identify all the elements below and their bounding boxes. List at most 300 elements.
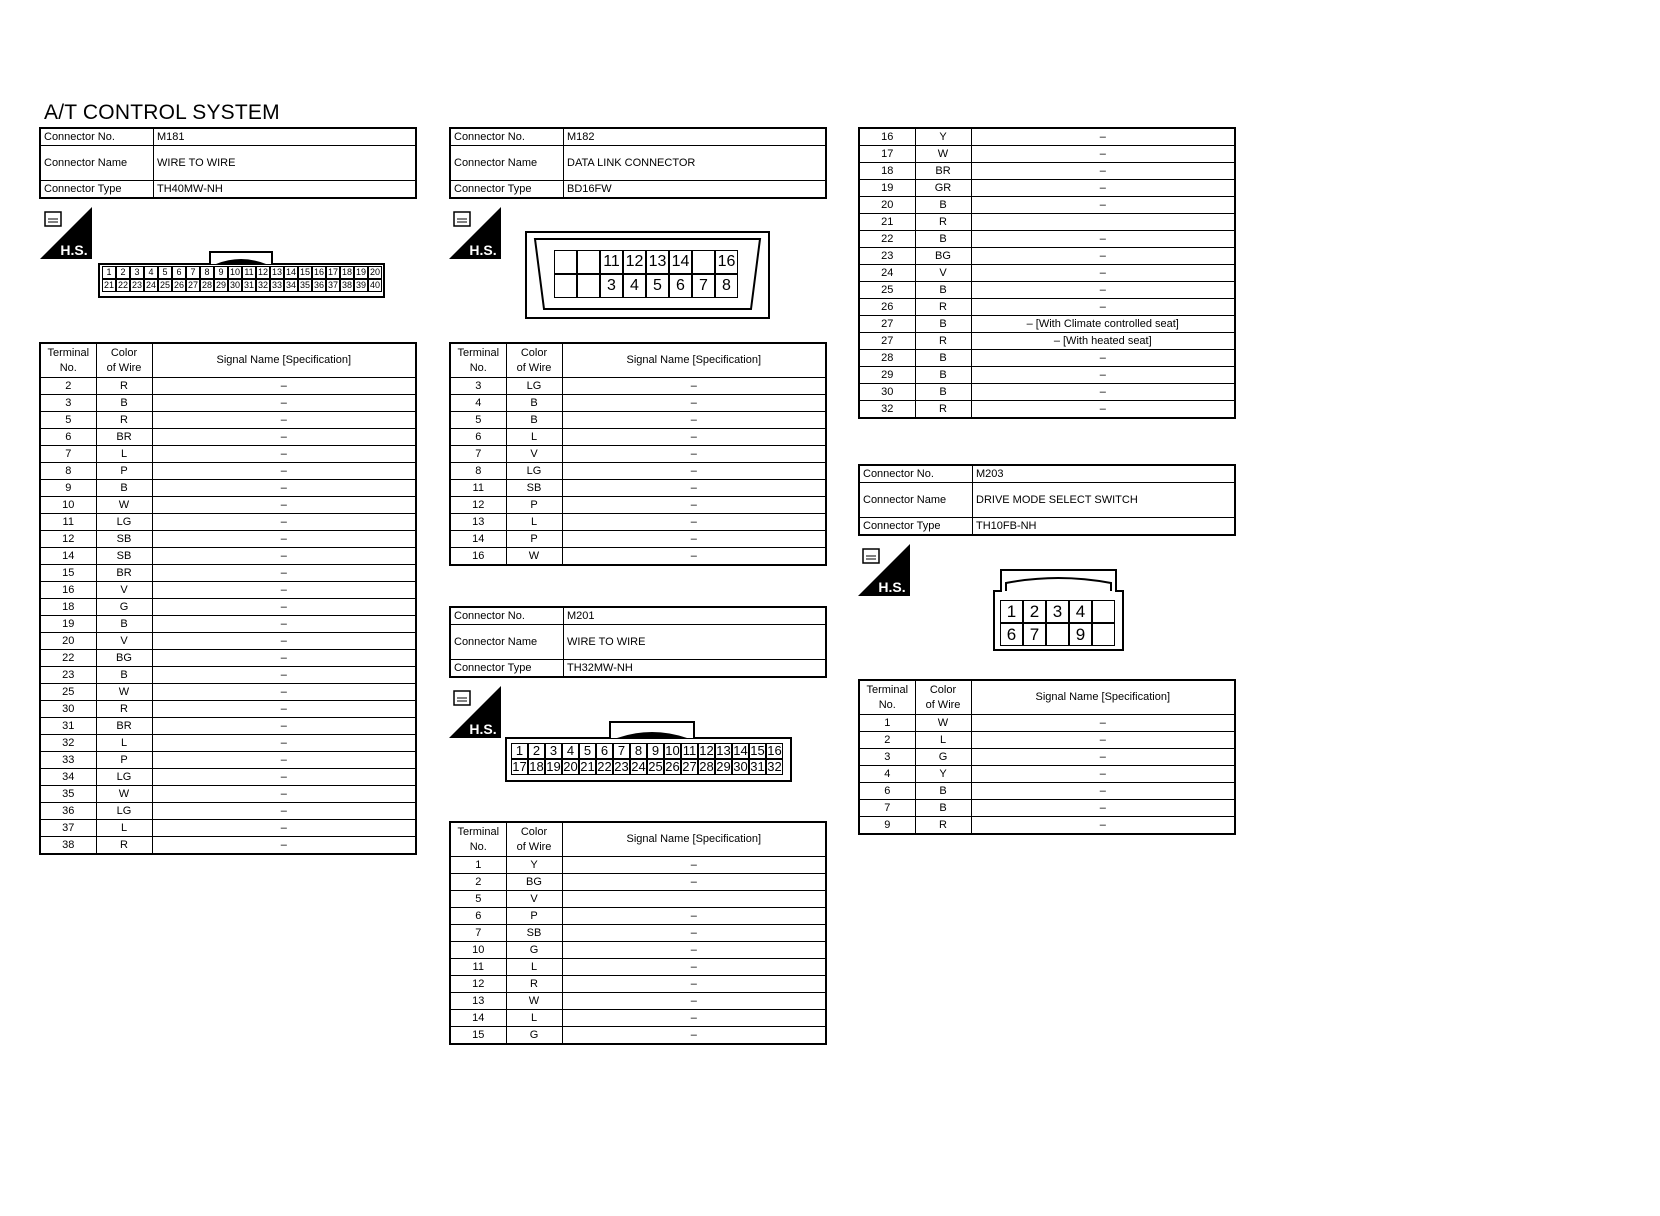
terminal-table-m182 — [449, 342, 827, 566]
table-row — [859, 350, 1235, 367]
wire-color-cell: BR — [96, 429, 152, 446]
table-row — [859, 783, 1235, 800]
connector-pin: 26 — [173, 280, 184, 290]
terminal-no-cell: 34 — [40, 769, 96, 786]
connector-pin: 14 — [285, 267, 296, 277]
col-signal-name: Signal Name [Specification] — [971, 680, 1235, 715]
signal-name-cell: – — [152, 446, 416, 463]
wire-color-cell: L — [506, 514, 562, 531]
table-row — [450, 548, 826, 566]
signal-name-cell: – — [152, 429, 416, 446]
wire-color-cell: W — [506, 993, 562, 1010]
hs-icon — [449, 207, 501, 259]
table-row — [40, 616, 416, 633]
terminal-no-cell: 31 — [40, 718, 96, 735]
table-row — [859, 146, 1235, 163]
terminal-no-cell: 21 — [859, 214, 915, 231]
signal-name-cell: – — [971, 265, 1235, 282]
signal-name-cell: – — [562, 463, 826, 480]
signal-name-cell: – — [152, 463, 416, 480]
table-row — [859, 128, 1235, 146]
terminal-no-cell: 16 — [859, 128, 915, 146]
connector-pin: 10 — [229, 267, 240, 277]
connector-info-m201 — [449, 606, 827, 678]
table-row — [450, 874, 826, 891]
wire-color-cell: W — [96, 684, 152, 701]
signal-name-cell: – — [152, 718, 416, 735]
col-color-of-wire: Color of Wire — [506, 343, 562, 378]
table-row — [450, 993, 826, 1010]
terminal-no-cell: 20 — [859, 197, 915, 214]
signal-name-cell: – — [562, 993, 826, 1010]
table-row — [40, 684, 416, 701]
connector-pin — [692, 250, 715, 274]
wire-color-cell: B — [915, 316, 971, 333]
wire-color-cell: G — [506, 942, 562, 959]
col-terminal-no: Terminal No. — [40, 343, 96, 378]
connector-type-value: TH10FB-NH — [973, 518, 1236, 536]
connector-pin: 9 — [214, 266, 228, 279]
connector-pin: 28 — [201, 280, 212, 290]
table-row — [859, 248, 1235, 265]
hs-icon — [40, 207, 92, 259]
wire-color-cell: P — [506, 531, 562, 548]
connector-name-value: DATA LINK CONNECTOR — [564, 146, 827, 181]
connector-pin: 25 — [159, 280, 170, 290]
signal-name-cell: – — [971, 367, 1235, 384]
signal-name-cell: – — [971, 384, 1235, 401]
table-row — [40, 548, 416, 565]
label-connector-type: Connector Type — [859, 518, 973, 536]
table-row — [40, 480, 416, 497]
label-connector-no: Connector No. — [859, 465, 973, 483]
wire-color-cell: W — [915, 715, 971, 732]
connector-pin: 12 — [623, 250, 646, 274]
label-connector-type: Connector Type — [40, 181, 154, 199]
connector-pin: 3 — [130, 266, 144, 279]
signal-name-cell: – — [562, 942, 826, 959]
table-row — [40, 803, 416, 820]
signal-name-cell: – — [152, 786, 416, 803]
pin-grid-m201 — [511, 743, 783, 775]
connector-pin: 11 — [242, 266, 256, 279]
terminal-no-cell: 23 — [859, 248, 915, 265]
signal-name-cell: – — [562, 1010, 826, 1027]
signal-name-cell: – — [971, 749, 1235, 766]
label-connector-no: Connector No. — [40, 128, 154, 146]
terminal-no-cell: 13 — [450, 993, 506, 1010]
terminal-no-cell: 9 — [859, 817, 915, 835]
wire-color-cell: GR — [915, 180, 971, 197]
signal-name-cell: – — [971, 282, 1235, 299]
connector-pin: 37 — [327, 280, 338, 290]
signal-name-cell: – [With Climate controlled seat] — [971, 316, 1235, 333]
table-row — [40, 497, 416, 514]
terminal-no-cell: 10 — [450, 942, 506, 959]
signal-name-cell: – — [152, 412, 416, 429]
terminal-no-cell: 4 — [450, 395, 506, 412]
terminal-no-cell: 5 — [450, 891, 506, 908]
table-row — [40, 820, 416, 837]
connector-pin: 27 — [187, 280, 198, 290]
signal-name-cell: – — [562, 497, 826, 514]
table-row — [859, 800, 1235, 817]
wire-color-cell: B — [915, 783, 971, 800]
terminal-table-m201-continued — [858, 127, 1236, 419]
table-row — [450, 497, 826, 514]
connector-pin: 3 — [600, 274, 623, 298]
wire-color-cell: LG — [506, 378, 562, 395]
table-row — [450, 857, 826, 874]
table-row — [450, 514, 826, 531]
signal-name-cell: – — [562, 874, 826, 891]
terminal-no-cell: 4 — [859, 766, 915, 783]
connector-info-m203 — [858, 464, 1236, 536]
connector-pin: 16 — [313, 267, 324, 277]
wire-color-cell: L — [506, 1010, 562, 1027]
col-color-of-wire: Color of Wire — [506, 822, 562, 857]
table-row — [450, 463, 826, 480]
col-color-of-wire: Color of Wire — [96, 343, 152, 378]
wire-color-cell: V — [506, 446, 562, 463]
signal-name-cell: – — [971, 817, 1235, 835]
connector-name-value: WIRE TO WIRE — [564, 625, 827, 660]
connector-pin: 6 — [172, 266, 186, 279]
table-row — [450, 480, 826, 497]
connector-pin: 3 — [1046, 600, 1069, 623]
wire-color-cell: P — [96, 463, 152, 480]
wire-color-cell: R — [96, 412, 152, 429]
terminal-no-cell: 12 — [40, 531, 96, 548]
hs-label: H.S. — [469, 242, 497, 258]
table-row — [450, 531, 826, 548]
table-row — [40, 599, 416, 616]
terminal-no-cell: 10 — [40, 497, 96, 514]
hs-label: H.S. — [469, 721, 497, 737]
terminal-no-cell: 32 — [40, 735, 96, 752]
table-row — [450, 942, 826, 959]
terminal-no-cell: 12 — [450, 497, 506, 514]
signal-name-cell: – — [152, 378, 416, 395]
signal-name-cell: – — [971, 299, 1235, 316]
connector-pin: 5 — [158, 266, 172, 279]
signal-name-cell: – — [971, 766, 1235, 783]
table-row — [450, 925, 826, 942]
wire-color-cell: V — [96, 582, 152, 599]
signal-name-cell: – — [152, 667, 416, 684]
wire-color-cell: R — [915, 214, 971, 231]
wire-color-cell: B — [506, 412, 562, 429]
wire-color-cell: G — [96, 599, 152, 616]
terminal-no-cell: 3 — [450, 378, 506, 395]
terminal-no-cell: 30 — [859, 384, 915, 401]
connector-pin: 29 — [215, 280, 226, 290]
table-row — [859, 749, 1235, 766]
connector-pin: 30 — [733, 759, 748, 774]
table-row — [450, 891, 826, 908]
signal-name-cell: – — [152, 837, 416, 855]
connector-pin: 1 — [102, 266, 116, 279]
signal-name-cell: – — [562, 480, 826, 497]
connector-pin: 21 — [580, 759, 595, 774]
connector-pin: 22 — [597, 759, 612, 774]
table-row — [40, 769, 416, 786]
connector-pin: 28 — [699, 759, 714, 774]
terminal-no-cell: 3 — [40, 395, 96, 412]
label-connector-name: Connector Name — [40, 146, 154, 181]
wire-color-cell: SB — [96, 531, 152, 548]
connector-pin: 14 — [669, 250, 692, 274]
table-row — [859, 299, 1235, 316]
table-row — [450, 378, 826, 395]
table-row — [450, 395, 826, 412]
signal-name-cell: – — [971, 146, 1235, 163]
connector-pin: 16 — [767, 743, 782, 758]
connector-pin: 1 — [1000, 600, 1023, 623]
table-row — [40, 667, 416, 684]
hs-icon — [858, 544, 910, 596]
signal-name-cell: – — [971, 197, 1235, 214]
terminal-no-cell: 15 — [40, 565, 96, 582]
connector-pin: 8 — [715, 274, 738, 298]
terminal-no-cell: 3 — [859, 749, 915, 766]
terminal-no-cell: 6 — [450, 908, 506, 925]
page-title: A/T CONTROL SYSTEM — [44, 101, 280, 124]
table-row — [859, 197, 1235, 214]
terminal-no-cell: 17 — [859, 146, 915, 163]
wire-color-cell: B — [96, 616, 152, 633]
wire-color-cell: R — [915, 333, 971, 350]
signal-name-cell: – — [562, 959, 826, 976]
wire-color-cell: B — [915, 800, 971, 817]
table-row — [859, 766, 1235, 783]
table-row — [859, 163, 1235, 180]
wire-color-cell: B — [915, 231, 971, 248]
terminal-no-cell: 12 — [450, 976, 506, 993]
terminal-no-cell: 25 — [40, 684, 96, 701]
connector-pin: 36 — [313, 280, 324, 290]
table-row — [40, 378, 416, 395]
signal-name-cell: – — [971, 732, 1235, 749]
connector-pin: 17 — [512, 759, 527, 774]
wire-color-cell: Y — [915, 766, 971, 783]
connector-pin: 4 — [623, 274, 646, 298]
wire-color-cell: LG — [506, 463, 562, 480]
terminal-no-cell: 7 — [859, 800, 915, 817]
signal-name-cell: – — [971, 715, 1235, 732]
connector-pin: 10 — [665, 743, 680, 758]
signal-name-cell: – — [152, 633, 416, 650]
label-connector-type: Connector Type — [450, 181, 564, 199]
terminal-no-cell: 25 — [859, 282, 915, 299]
connector-pin: 2 — [528, 743, 545, 759]
table-row — [859, 214, 1235, 231]
terminal-no-cell: 8 — [450, 463, 506, 480]
wire-color-cell: B — [96, 395, 152, 412]
table-row — [450, 976, 826, 993]
signal-name-cell: – — [152, 514, 416, 531]
terminal-no-cell: 36 — [40, 803, 96, 820]
terminal-no-cell: 9 — [40, 480, 96, 497]
connector-pin: 12 — [699, 743, 714, 758]
signal-name-cell: – — [562, 446, 826, 463]
terminal-no-cell: 2 — [450, 874, 506, 891]
wire-color-cell: LG — [96, 769, 152, 786]
connector-pin — [554, 250, 577, 274]
wire-color-cell: P — [96, 752, 152, 769]
wire-color-cell: P — [506, 908, 562, 925]
terminal-no-cell: 27 — [859, 316, 915, 333]
terminal-no-cell: 28 — [859, 350, 915, 367]
terminal-no-cell: 27 — [859, 333, 915, 350]
connector-pin — [577, 250, 600, 274]
wire-color-cell: BR — [96, 565, 152, 582]
signal-name-cell: – — [562, 1027, 826, 1045]
signal-name-cell: – — [971, 248, 1235, 265]
connector-pin: 7 — [692, 274, 715, 298]
wire-color-cell: V — [96, 633, 152, 650]
terminal-no-cell: 7 — [40, 446, 96, 463]
table-row — [450, 446, 826, 463]
pin-grid-m181 — [102, 266, 382, 292]
table-row — [40, 514, 416, 531]
signal-name-cell: – — [152, 769, 416, 786]
connector-pin: 18 — [529, 759, 544, 774]
connector-info-m182 — [449, 127, 827, 199]
terminal-no-cell: 14 — [40, 548, 96, 565]
signal-name-cell: – — [562, 531, 826, 548]
terminal-no-cell: 14 — [450, 531, 506, 548]
connector-type-value: TH40MW-NH — [154, 181, 417, 199]
connector-pin: 4 — [562, 743, 579, 759]
wire-color-cell: B — [915, 384, 971, 401]
signal-name-cell: – — [152, 701, 416, 718]
table-row — [450, 1027, 826, 1045]
connector-pin — [577, 274, 600, 298]
table-row — [859, 333, 1235, 350]
connector-pin: 17 — [327, 267, 338, 277]
terminal-no-cell: 5 — [450, 412, 506, 429]
signal-name-cell: – — [562, 412, 826, 429]
signal-name-cell — [562, 891, 826, 908]
signal-name-cell: – [With heated seat] — [971, 333, 1235, 350]
terminal-no-cell: 8 — [40, 463, 96, 480]
col-terminal-no: Terminal No. — [450, 343, 506, 378]
connector-pin: 30 — [229, 280, 240, 290]
wire-color-cell: W — [96, 497, 152, 514]
hs-icon — [449, 686, 501, 738]
connector-pin: 6 — [596, 743, 613, 759]
signal-name-cell: – — [971, 180, 1235, 197]
table-row — [40, 531, 416, 548]
connector-pin: 13 — [271, 267, 282, 277]
terminal-no-cell: 23 — [40, 667, 96, 684]
terminal-no-cell: 11 — [450, 959, 506, 976]
wire-color-cell: R — [915, 817, 971, 835]
signal-name-cell: – — [562, 548, 826, 566]
wire-color-cell: W — [506, 548, 562, 566]
table-row — [450, 959, 826, 976]
wire-color-cell: BR — [915, 163, 971, 180]
terminal-no-cell: 5 — [40, 412, 96, 429]
connector-pin: 9 — [647, 743, 664, 759]
connector-pin: 33 — [271, 280, 282, 290]
connector-pin: 6 — [669, 274, 692, 298]
connector-pin: 29 — [716, 759, 731, 774]
connector-pin: 2 — [116, 266, 130, 279]
signal-name-cell — [971, 214, 1235, 231]
connector-pin: 16 — [715, 250, 738, 274]
wire-color-cell: L — [506, 959, 562, 976]
table-row — [40, 735, 416, 752]
connector-no-value: M201 — [564, 607, 827, 625]
signal-name-cell: – — [562, 908, 826, 925]
connector-pin: 23 — [131, 280, 142, 290]
wire-color-cell: BG — [915, 248, 971, 265]
label-connector-name: Connector Name — [450, 625, 564, 660]
terminal-no-cell: 11 — [40, 514, 96, 531]
table-row — [40, 701, 416, 718]
wire-color-cell: SB — [96, 548, 152, 565]
wire-color-cell: V — [506, 891, 562, 908]
wire-color-cell: SB — [506, 480, 562, 497]
signal-name-cell: – — [562, 925, 826, 942]
table-row — [40, 718, 416, 735]
table-row — [450, 1010, 826, 1027]
wire-color-cell: Y — [506, 857, 562, 874]
table-row — [859, 715, 1235, 732]
wire-color-cell: W — [96, 786, 152, 803]
connector-pin: 3 — [545, 743, 562, 759]
terminal-no-cell: 33 — [40, 752, 96, 769]
signal-name-cell: – — [152, 650, 416, 667]
connector-pin: 12 — [257, 267, 268, 277]
signal-name-cell: – — [152, 548, 416, 565]
table-row — [40, 633, 416, 650]
col-color-of-wire: Color of Wire — [915, 680, 971, 715]
connector-pin: 32 — [767, 759, 782, 774]
signal-name-cell: – — [152, 803, 416, 820]
wire-color-cell: P — [506, 497, 562, 514]
connector-pin: 24 — [631, 759, 646, 774]
terminal-no-cell: 24 — [859, 265, 915, 282]
terminal-no-cell: 7 — [450, 925, 506, 942]
connector-pin: 34 — [285, 280, 296, 290]
table-row — [40, 752, 416, 769]
signal-name-cell: – — [971, 350, 1235, 367]
table-row — [40, 650, 416, 667]
connector-pin: 31 — [750, 759, 765, 774]
terminal-no-cell: 32 — [859, 401, 915, 419]
connector-pin — [1092, 623, 1115, 646]
wire-color-cell: L — [96, 820, 152, 837]
terminal-table-m203 — [858, 679, 1236, 835]
hs-label: H.S. — [60, 242, 88, 258]
connector-pin: 20 — [563, 759, 578, 774]
connector-pin: 7 — [186, 266, 200, 279]
signal-name-cell: – — [152, 599, 416, 616]
wire-color-cell: R — [96, 701, 152, 718]
connector-pin: 4 — [1069, 600, 1092, 623]
signal-name-cell: – — [562, 429, 826, 446]
terminal-no-cell: 26 — [859, 299, 915, 316]
connector-pin: 21 — [103, 280, 114, 290]
table-row — [859, 817, 1235, 835]
signal-name-cell: – — [152, 565, 416, 582]
signal-name-cell: – — [152, 735, 416, 752]
label-connector-type: Connector Type — [450, 660, 564, 678]
wire-color-cell: L — [915, 732, 971, 749]
